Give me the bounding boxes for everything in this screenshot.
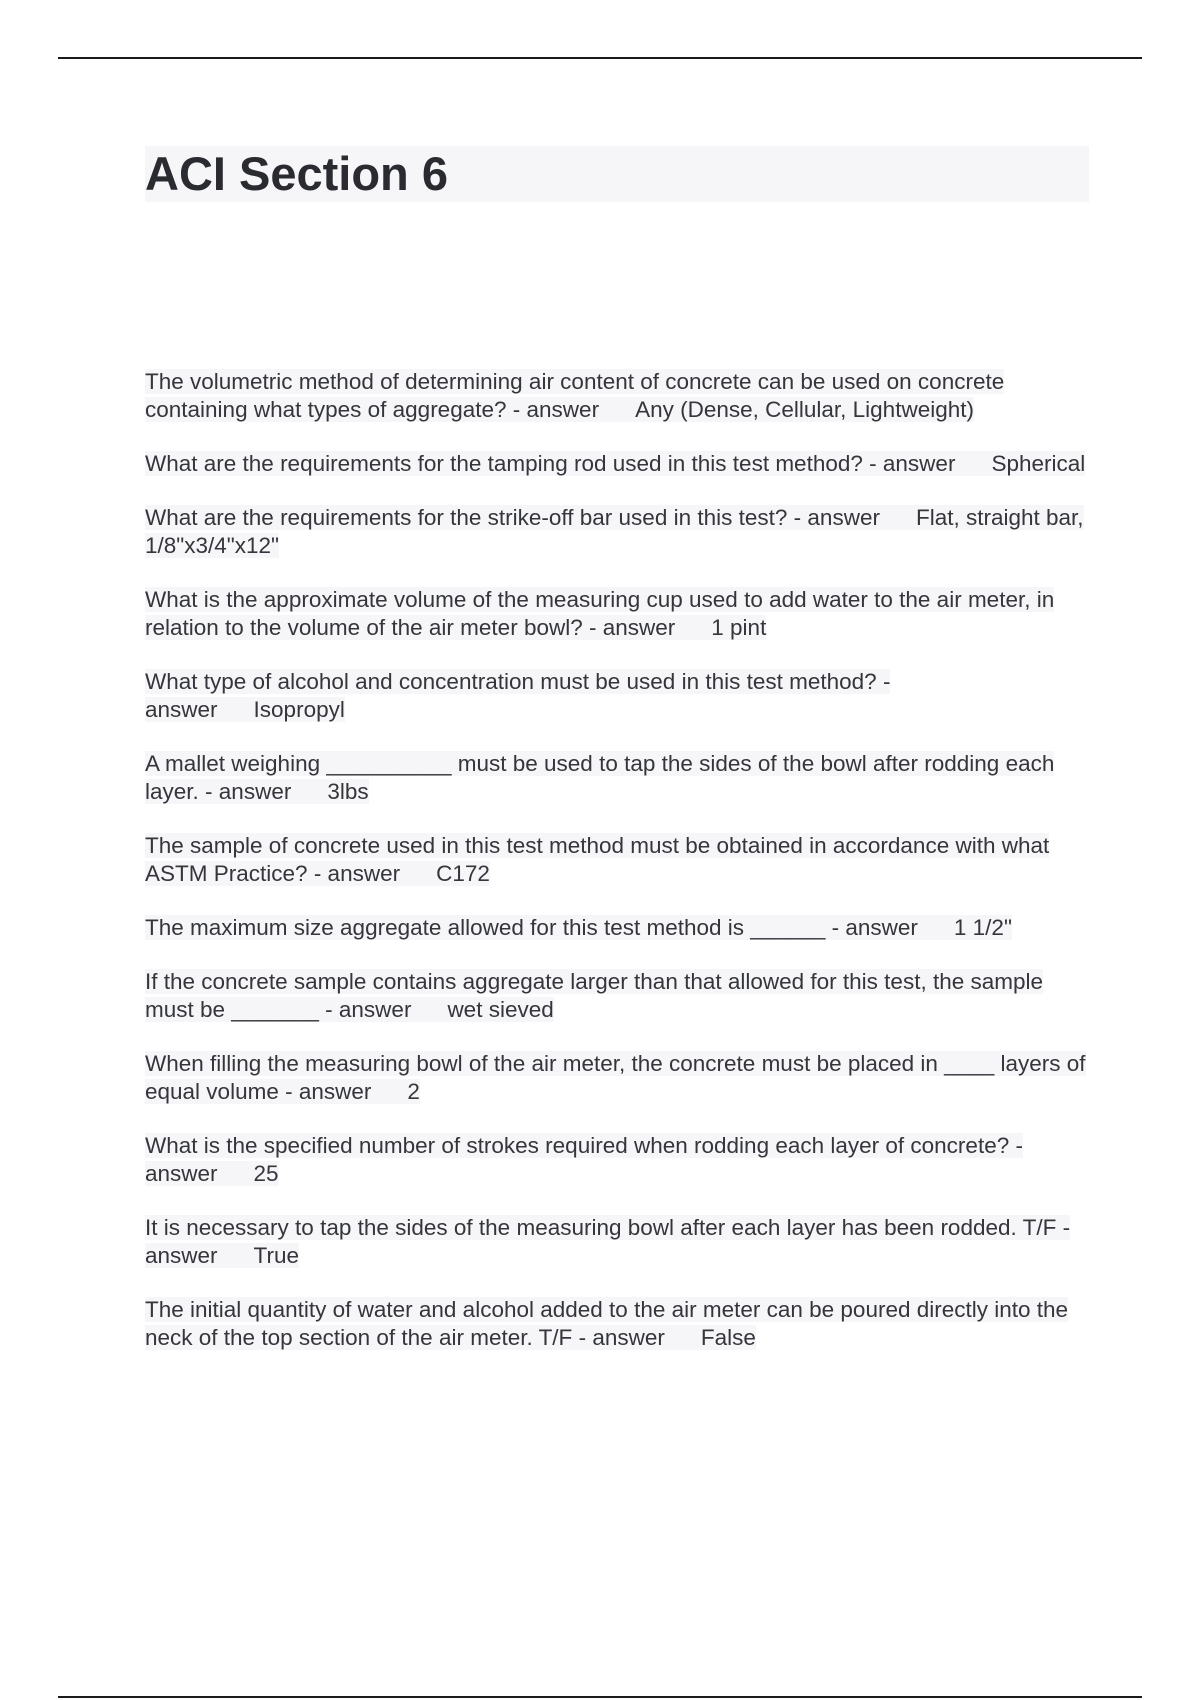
question-text: If the concrete sample contains aggregate larger than that allowed for this test, the sample must be _______: [145, 969, 1044, 1022]
qa-item: [145, 914, 1095, 942]
answer-text: True: [253, 1243, 299, 1268]
question-text: What are the requirements for the tamping rod used in this test method?: [145, 451, 863, 476]
answer-label: - answer: [313, 861, 401, 886]
page-title: ACI Section 6: [145, 147, 448, 200]
question-text: The volumetric method of determining air content of concrete can be used on concrete containing what types of aggregate?: [145, 369, 1005, 422]
header-rule: [58, 57, 1142, 59]
qa-item: [145, 968, 1095, 1024]
question-text: The maximum size aggregate allowed for this test method is ______: [145, 915, 826, 940]
qa-item: [145, 1214, 1095, 1270]
answer-text: Any (Dense, Cellular, Lightweight): [635, 397, 974, 422]
answer-label: - answer: [793, 505, 880, 530]
answer-label: - answer: [145, 1215, 1071, 1268]
question-text: When filling the measuring bowl of the air meter, the concrete must be placed in ____ layers of equal volume: [145, 1051, 1086, 1104]
qa-item: [145, 504, 1095, 560]
question-text: What is the specified number of strokes required when rodding each layer of concrete?: [145, 1133, 1010, 1158]
question-text: The initial quantity of water and alcohol added to the air meter can be poured directly into the neck of the top section of the air meter. T/F: [145, 1297, 1069, 1350]
qa-item: [145, 586, 1095, 642]
question-text: What are the requirements for the strike-off bar used in this test?: [145, 505, 788, 530]
answer-label: - answer: [285, 1079, 372, 1104]
question-text: It is necessary to tap the sides of the measuring bowl after each layer has been rodded. T/F: [145, 1215, 1057, 1240]
answer-text: Flat, straight bar, 1/8"x3/4"x12": [145, 505, 1084, 558]
qa-item: [145, 1296, 1095, 1352]
question-text: What is the approximate volume of the measuring cup used to add water to the air meter, in relation to the volume of the air meter bowl?: [145, 587, 1055, 640]
footer-rule: [58, 1696, 1142, 1698]
qa-item: [145, 1132, 1095, 1188]
qa-list: [145, 368, 1095, 1378]
answer-text: wet sieved: [447, 997, 554, 1022]
answer-text: C172: [436, 861, 490, 886]
question-text: What type of alcohol and concentration must be used in this test method?: [145, 669, 877, 694]
answer-text: 3lbs: [327, 779, 369, 804]
answer-label: - answer: [589, 615, 676, 640]
answer-label: - answer: [831, 915, 918, 940]
answer-text: False: [700, 1325, 756, 1350]
answer-label: - answer: [205, 779, 292, 804]
answer-label: - answer: [869, 451, 956, 476]
answer-label: - answer: [145, 1133, 1023, 1186]
answer-label: - answer: [578, 1325, 665, 1350]
answer-text: Isopropyl: [253, 697, 345, 722]
answer-label: - answer: [512, 397, 600, 422]
qa-item: [145, 832, 1095, 888]
qa-item: [145, 668, 1095, 724]
question-text: A mallet weighing __________ must be used to tap the sides of the bowl after rodding each layer.: [145, 751, 1055, 804]
answer-text: 25: [253, 1161, 279, 1186]
qa-item: [145, 368, 1095, 424]
answer-label: - answer: [145, 669, 891, 722]
answer-text: 1 1/2": [953, 915, 1012, 940]
answer-label: - answer: [325, 997, 412, 1022]
answer-text: Spherical: [991, 451, 1086, 476]
answer-text: 2: [407, 1079, 420, 1104]
qa-item: [145, 1050, 1095, 1106]
qa-item: [145, 750, 1095, 806]
qa-item: [145, 450, 1095, 478]
answer-text: 1 pint: [711, 615, 767, 640]
question-text: The sample of concrete used in this test method must be obtained in accordance with what ASTM Practice?: [145, 833, 1050, 886]
